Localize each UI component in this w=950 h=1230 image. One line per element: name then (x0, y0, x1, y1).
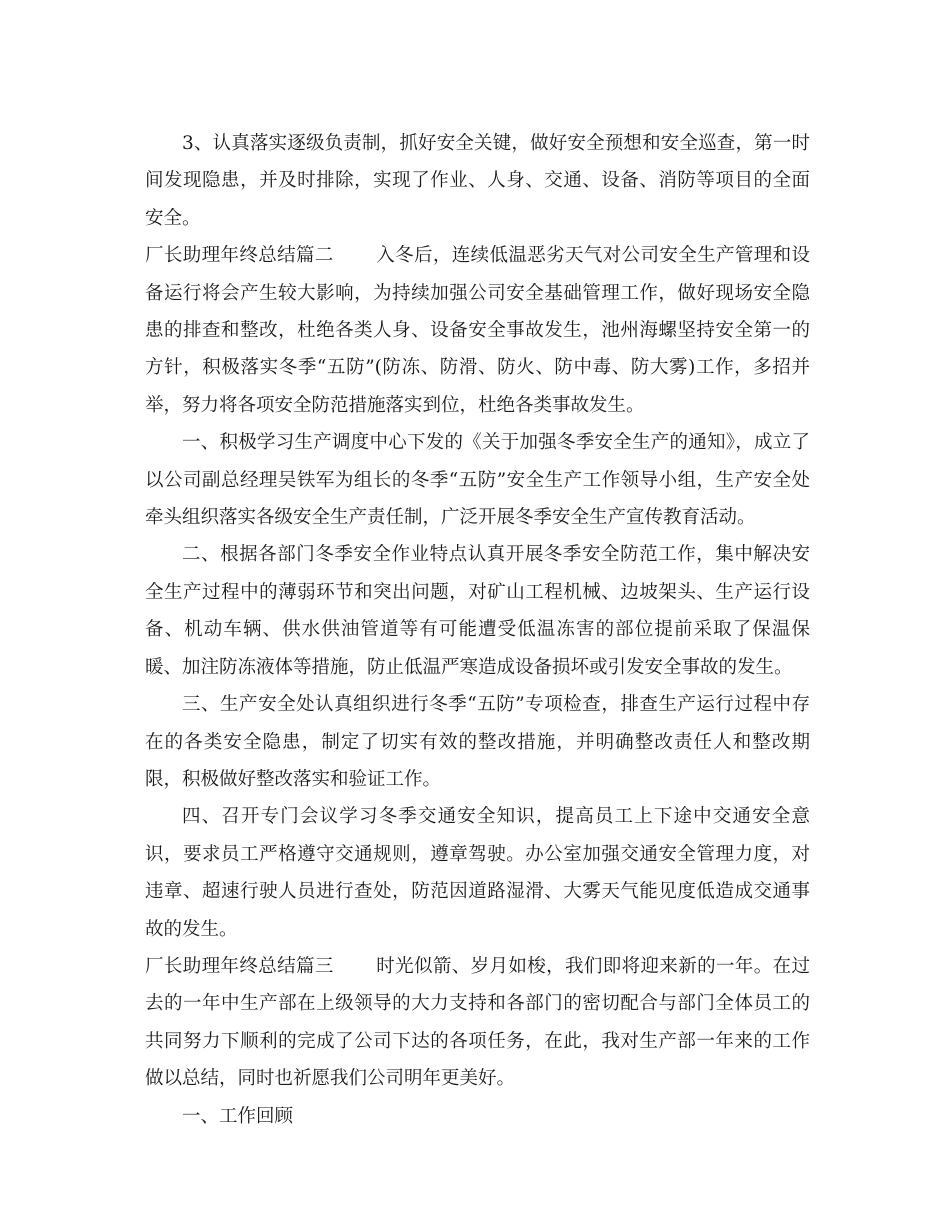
section-intro-text: 入冬后，连续低温恶劣天气对公司安全生产管理和设备运行将会产生较大影响，为持续加强公司安全基础管理工作，做好现场安全隐患的排查和整改，杜绝各类人身、设备安全事故发生，池州海螺坚持安全第一的方针，积极落实冬季“五防”(防冻、防滑、防火、防中毒、防大雾)工作，多招并举，努力将各项安全防范措施落实到位，杜绝各类事故发生。 (145, 245, 810, 416)
section-intro-text: 时光似箭、岁月如梭，我们即将迎来新的一年。在过去的一年中生产部在上级领导的大力支持和各部门的密切配合与部门全体员工的共同努力下顺利的完成了公司下达的各项任务，在此，我对生产部一年来的工作做以总结，同时也祈愿我们公司明年更美好。 (145, 955, 810, 1090)
section-title: 厂长助理年终总结篇三 (145, 955, 334, 977)
paragraph-point-3: 三、生产安全处认真组织进行冬季“五防”专项检查，排查生产运行过程中存在的各类安全隐患，制定了切实有效的整改措施，并明确整改责任人和整改期限，积极做好整改落实和验证工作。 (145, 694, 810, 790)
paragraph-point-1: 一、积极学习生产调度中心下发的《关于加强冬季安全生产的通知》，成立了以公司副总经理吴铁军为组长的冬季“五防”安全生产工作领导小组，生产安全处牵头组织落实各级安全生产责任制，广泛开展冬季安全生产宣传教育活动。 (145, 432, 810, 529)
section-title: 厂长助理年终总结篇二 (145, 245, 334, 267)
subsection-heading: 一、工作回顾 (182, 1105, 294, 1127)
document-body (145, 125, 810, 1135)
section-heading-part-2 (145, 237, 810, 424)
paragraph-item-3: 3、认真落实逐级负责制，抓好安全关键，做好安全预想和安全巡查，第一时间发现隐患，并及时排除，实现了作业、人身、交通、设备、消防等项目的全面安全。 (145, 133, 810, 229)
paragraph-point-2: 二、根据各部门冬季安全作业特点认真开展冬季安全防范工作，集中解决安全生产过程中的薄弱环节和突出问题，对矿山工程机械、边坡架头、生产运行设备、机动车辆、供水供油管道等有可能遭受低温冻害的部位提前采取了保温保暖、加注防冻液体等措施，防止低温严寒造成设备损坏或引发安全事故的发生。 (145, 544, 810, 678)
paragraph-point-4: 四、召开专门会议学习冬季交通安全知识，提高员工上下途中交通安全意识，要求员工严格遵守交通规则，遵章驾驶。办公室加强交通安全管理力度，对违章、超速行驶人员进行查处，防范因道路湿滑、大雾天气能见度低造成交通事故的发生。 (145, 806, 810, 940)
section-heading-part-3 (145, 948, 810, 1098)
